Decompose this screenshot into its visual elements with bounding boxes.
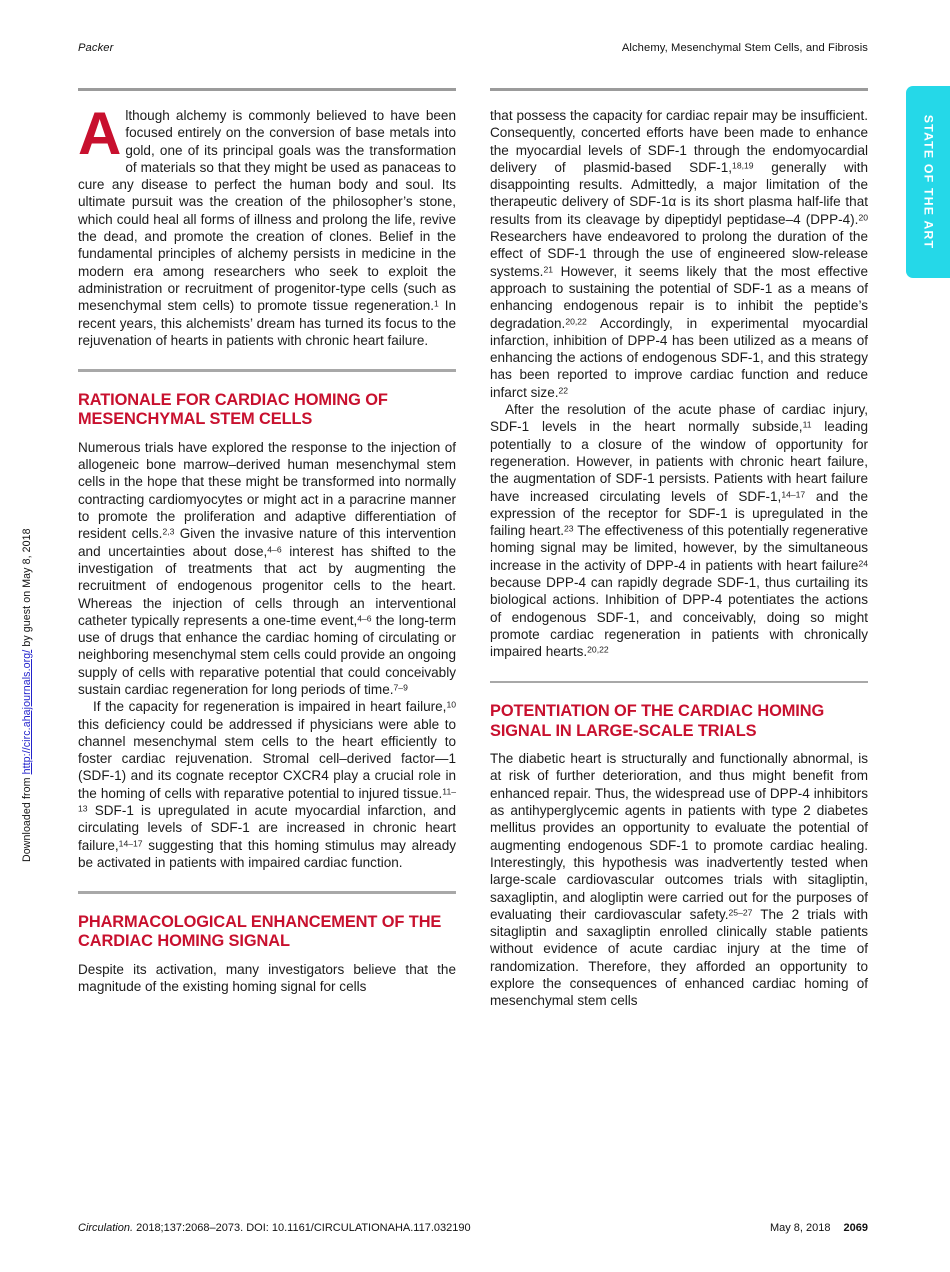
section-heading-rationale: RATIONALE FOR CARDIAC HOMING OF MESENCHYMAL STEM CELLS	[78, 390, 388, 429]
citation-marker: 10	[446, 699, 456, 710]
citation-marker: 20,22	[587, 644, 609, 655]
paragraph-rationale-2	[78, 698, 456, 871]
text-run: The 2 trials with sitagliptin and saxagliptin enrolled clinically stable patients without evidence of acute cardiac injury at the time of randomization. Therefore, they afforded an opportunity to explore the consequences of enhanced cardiac homing of mesenchymal stem cells	[490, 906, 868, 1009]
text-run: generally with disappointing results. Admittedly, a major limitation of the therapeutic delivery of SDF-1α is its short plasma half-life that results from its cleavage by dipeptidyl peptidase–4 (DPP-4).	[490, 159, 868, 227]
footer-citation-detail: 2018;137:2068–2073. DOI: 10.1161/CIRCULATIONAHA.117.032190	[133, 1222, 471, 1234]
footer-citation	[78, 1222, 471, 1234]
state-of-the-art-tab-label: STATE OF THE ART	[921, 114, 935, 250]
citation-marker: 24	[858, 558, 868, 569]
running-head	[78, 42, 868, 54]
column-top-rule	[78, 88, 456, 91]
text-run: because DPP-4 can rapidly degrade SDF-1, thus curtailing its biological actions. Inhibition of DPP-4 potentiates the actions of endogenous SDF-1, and conceivably, doing so might promote cardiac regeneration in patients with chronically impaired hearts.	[490, 575, 868, 660]
citation-marker: 20,22	[565, 315, 587, 326]
text-run: The effectiveness of this potentially regenerative homing signal may be limited, however, by the simultaneous increase in the activity of DPP-4 in patients with heart failure	[490, 523, 868, 573]
citation-marker: 21	[543, 264, 554, 275]
paragraph-rationale-1	[78, 439, 456, 698]
text-run: Given the invasive nature of this intervention and uncertainties about dose,	[78, 526, 456, 559]
page-footer	[78, 1222, 868, 1234]
citation-marker: 14–17	[118, 838, 143, 849]
text-run: interest has shifted to the investigation of treatments that act by augmenting the recruitment of endogenous progenitor cells to the heart. Whereas the injection of cells through an interventional catheter typically represents a one-time event,	[78, 543, 456, 628]
text-run: suggesting that this homing stimulus may already be activated in patients with impaired cardiac function.	[78, 837, 456, 870]
drop-cap: A	[78, 100, 122, 167]
text-run: that possess the capacity for cardiac repair may be insufficient. Consequently, concerted efforts have been made to enhance the myocardial levels of SDF-1 through the endomyocardial delivery of plasmid-based SDF-1,	[490, 108, 868, 175]
opening-paragraph-text-2: In recent years, this alchemists’ dream has turned its focus to the rejuvenation of hearts in patients with chronic heart failure.	[78, 298, 457, 348]
citation-marker: 11–13	[78, 786, 456, 814]
text-run: Numerous trials have explored the response to the injection of allogeneic bone marrow–derived human mesenchymal stem cells in the hope that these might be transformed into normally contracting cardiomyocytes or might act in a paracrine manner to promote the proliferation and adaptive differentiation of resident cells.	[78, 439, 456, 542]
download-stamp-prefix: Downloaded from	[21, 774, 33, 862]
opening-paragraph-text: lthough alchemy is commonly believed to have been focused entirely on the conversion of base metals into gold, one of its principal goals was the transformation of materials so that they might be used as panaceas to cure any disease to perfect the human body and soul. Its ultimate pursuit was the creation of the philosopher’s stone, which could heal all forms of illness and prolong the life, revive the dead, and promote the creation of clones. Belief in the fundamental principles of alchemy persists in medicine in the modern era among researchers who seek to exploit the administration or recruitment of progenitor-type cells (such as mesenchymal stem cells) to promote tissue regeneration.	[78, 108, 456, 314]
download-source-link[interactable]: http://circ.ahajournals.org/	[21, 649, 33, 775]
citation-marker: 2,3	[162, 526, 175, 537]
text-run: and the expression of the receptor for SDF-1 is upregulated in the failing heart.	[490, 488, 868, 539]
running-head-title: Alchemy, Mesenchymal Stem Cells, and Fibrosis	[621, 42, 868, 54]
text-run: After the resolution of the acute phase of cardiac injury, SDF-1 levels in the heart normally subside,	[490, 402, 868, 435]
text-run: SDF-1 is upregulated in acute myocardial infarction, and circulating levels of SDF-1 are increased in chronic heart failure,	[78, 803, 456, 853]
section-rule	[78, 369, 456, 372]
column-left	[78, 88, 456, 1186]
paragraph-pharmacological-1: Despite its activation, many investigators believe that the magnitude of the existing homing signal for cells	[78, 961, 456, 995]
footer-page-number: 2069	[843, 1222, 868, 1234]
text-run: If the capacity for regeneration is impaired in heart failure,	[93, 699, 447, 715]
footer-right	[770, 1222, 868, 1234]
state-of-the-art-tab	[906, 86, 950, 278]
article-body	[78, 88, 868, 1186]
citation-marker: 11	[802, 419, 812, 430]
text-run: this deficiency could be addressed if physicians were able to channel mesenchymal stem cells to the heart efficiently to foster cardiac rejuvenation. Stromal cell–derived factor—1 (SDF-1) and its cognate receptor CXCR4 play a crucial role in the homing of cells with reparative potential to injured tissue.	[78, 716, 456, 801]
citation-marker: 23	[564, 523, 574, 534]
section-heading-potentiation: POTENTIATION OF THE CARDIAC HOMING SIGNAL IN LARGE-SCALE TRIALS	[490, 702, 825, 740]
footer-date: May 8, 2018	[769, 1222, 831, 1234]
text-run: Accordingly, in experimental myocardial infarction, inhibition of DPP-4 has been utilized as a means of enhancing the actions of endogenous SDF-1, and this strategy has been reported to improve cardiac function and reduce infarct size.	[490, 315, 868, 400]
citation-marker: 14–17	[781, 488, 806, 499]
footer-journal-name: Circulation.	[78, 1222, 134, 1234]
citation-marker: 7–9	[393, 682, 408, 693]
citation-marker: 20	[858, 212, 868, 223]
citation-marker: 25–27	[728, 907, 753, 918]
text-run: the long-term use of drugs that enhance the cardiac homing of circulating or neighboring mesenchymal stem cells could provide an ongoing supply of cells with reparative potential that could conceivably sustain cardiac regeneration for long periods of time.	[78, 612, 456, 697]
citation-marker: 18,19	[732, 160, 754, 171]
column-top-rule	[490, 88, 868, 91]
section-rule	[78, 891, 456, 894]
paragraph-continued-2	[490, 401, 868, 660]
text-run: leading potentially to a closure of the window of opportunity for regeneration. However, in patients with chronic heart failure, the augmentation of SDF-1 persists. Patients with heart failure have increased circulating levels of SDF-1,	[490, 419, 868, 504]
running-head-author: Packer	[78, 42, 114, 54]
text-run: Researchers have endeavored to prolong the duration of the effect of SDF-1 through the use of engineered slow-release systems.	[490, 229, 868, 279]
download-stamp	[21, 432, 33, 862]
citation-marker: 4–6	[267, 544, 282, 555]
citation-marker: 1	[434, 298, 439, 309]
download-stamp-suffix: by guest on May 8, 2018	[21, 528, 33, 650]
section-rule	[490, 681, 868, 684]
text-run: However, it seems likely that the most effective approach to sustaining the potential of SDF-1 as a means of enhancing endogenous repair is to inhibit the peptide’s degradation.	[490, 263, 868, 331]
citation-marker: 22	[558, 385, 569, 396]
column-right	[490, 88, 868, 1186]
paragraph-continued-1	[490, 107, 868, 401]
citation-marker: 4–6	[357, 613, 372, 624]
opening-paragraph	[78, 100, 457, 349]
section-heading-pharmacological: PHARMACOLOGICAL ENHANCEMENT OF THE CARDIAC HOMING SIGNAL	[78, 912, 442, 951]
paragraph-potentiation-1	[490, 750, 868, 1009]
text-run: The diabetic heart is structurally and functionally abnormal, is at risk of further deterioration, and thus might benefit from enhanced repair. Thus, the widespread use of DPP-4 inhibitors as antihyperglycemic agents in patients with type 2 diabetes mellitus provides an opportunity to evaluate the potential of augmenting endogenous SDF-1 to promote cardiac healing. Interestingly, this hypothesis was inadvertently tested when large-scale cardiovascular outcomes trials with sitagliptin, saxagliptin, and alogliptin were carried out for the purposes of evaluating their cardiovascular safety.	[490, 751, 868, 922]
